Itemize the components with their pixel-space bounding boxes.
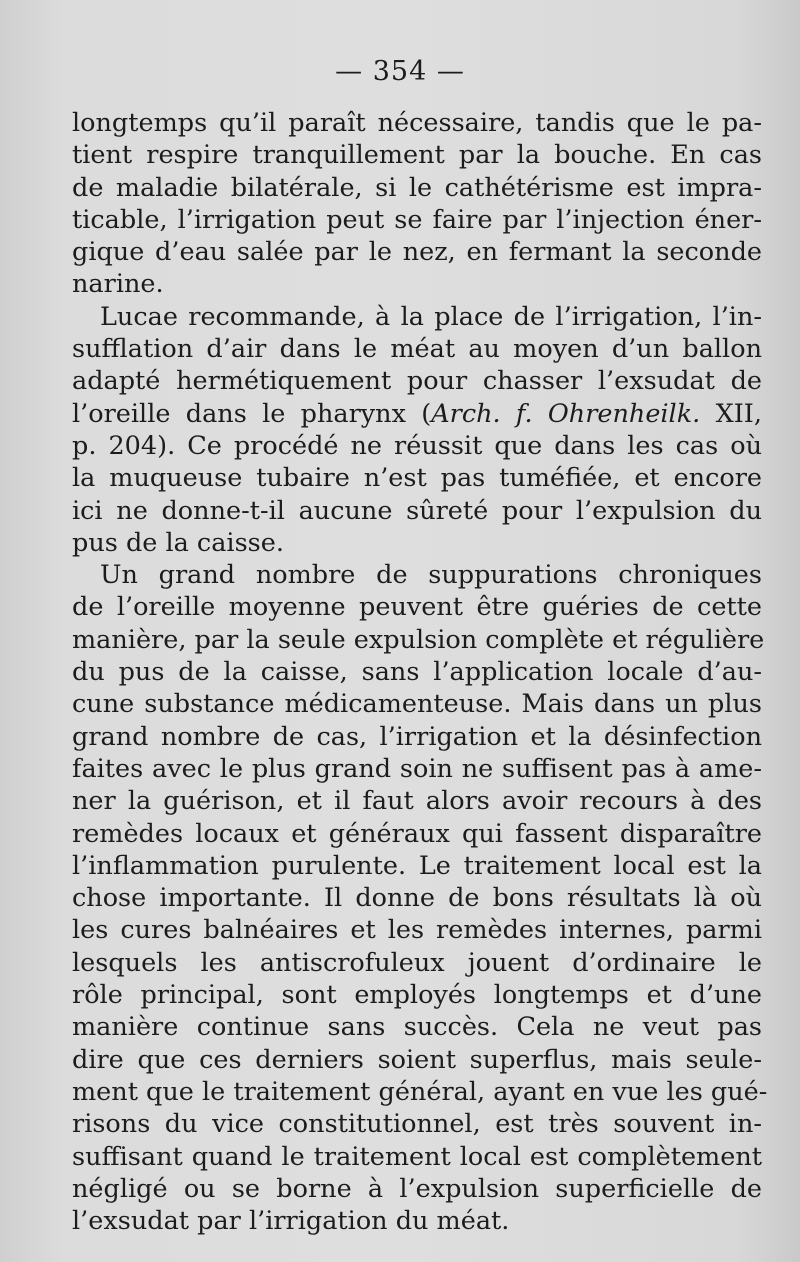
text-line: de l’oreille moyenne peuvent être guéries de cette bbox=[72, 592, 762, 623]
journal-title: Arch. f. Ohrenheilk. bbox=[431, 398, 701, 429]
text-line: suffisant quand le traitement local est complètement bbox=[72, 1141, 762, 1172]
text-line bbox=[72, 398, 762, 430]
text-line: longtemps qu’il paraît nécessaire, tandis que le pa- bbox=[72, 108, 762, 138]
text-line: l’exsudat par l’irrigation du méat. bbox=[72, 1206, 510, 1237]
text-line: rôle principal, sont employés longtemps et d’une bbox=[72, 980, 762, 1011]
text-line: faites avec le plus grand soin ne suffisent pas à ame- bbox=[72, 753, 762, 784]
page-number: — 354 — bbox=[335, 56, 465, 87]
text-line: manière, par la seule expulsion complète et régulière bbox=[72, 624, 765, 655]
text-line: tient respire tranquillement par la bouche. En cas bbox=[72, 140, 762, 171]
text-line: manière continue sans succès. Cela ne veut pas bbox=[72, 1012, 762, 1043]
citation-suffix: XII, bbox=[700, 398, 762, 429]
text-line: pus de la caisse. bbox=[72, 527, 284, 558]
text-line: lesquels les antiscrofuleux jouent d’ordinaire le bbox=[72, 947, 762, 978]
text-line: dire que ces derniers soient superflus, mais seule- bbox=[72, 1044, 762, 1075]
text-line: ticable, l’irrigation peut se faire par l’injection éner- bbox=[72, 204, 762, 235]
text-line: du pus de la caisse, sans l’application locale d’au- bbox=[72, 657, 762, 688]
text-line: adapté hermétiquement pour chasser l’exsudat de bbox=[72, 366, 762, 397]
text-line: risons du vice constitutionnel, est très souvent in- bbox=[72, 1109, 762, 1140]
text-line: sufflation d’air dans le méat au moyen d’un ballon bbox=[72, 334, 762, 365]
text-line: de maladie bilatérale, si le cathétérisme est impra- bbox=[72, 172, 762, 203]
text-line: négligé ou se borne à l’expulsion superficielle de bbox=[72, 1173, 762, 1204]
text-line: chose importante. Il donne de bons résultats là où bbox=[72, 883, 762, 914]
text-line: grand nombre de cas, l’irrigation et la désinfection bbox=[72, 721, 762, 752]
text-line: p. 204). Ce procédé ne réussit que dans les cas où bbox=[72, 430, 762, 461]
text-line: narine. bbox=[72, 269, 164, 300]
text-line: remèdes locaux et généraux qui fassent disparaître bbox=[72, 818, 762, 849]
text-line: Lucae recommande, à la place de l’irrigation, l’in- bbox=[100, 301, 762, 332]
text-line: les cures balnéaires et les remèdes internes, parmi bbox=[72, 915, 762, 946]
text-line: la muqueuse tubaire n’est pas tuméfiée, et encore bbox=[72, 463, 762, 494]
text-line: Un grand nombre de suppurations chroniques bbox=[100, 560, 762, 591]
body-text bbox=[72, 107, 768, 1237]
text-line: l’inflammation purulente. Le traitement local est la bbox=[72, 850, 762, 881]
citation-prefix: l’oreille dans le pharynx ( bbox=[72, 398, 432, 429]
text-line: gique d’eau salée par le nez, en fermant la seconde bbox=[72, 237, 762, 268]
text-line: ici ne donne-t-il aucune sûreté pour l’expulsion du bbox=[72, 495, 762, 526]
text-line: ner la guérison, et il faut alors avoir recours à des bbox=[72, 786, 762, 817]
text-line: cune substance médicamenteuse. Mais dans un plus bbox=[72, 689, 762, 720]
text-line: ment que le traitement général, ayant en vue les gué- bbox=[72, 1076, 768, 1107]
